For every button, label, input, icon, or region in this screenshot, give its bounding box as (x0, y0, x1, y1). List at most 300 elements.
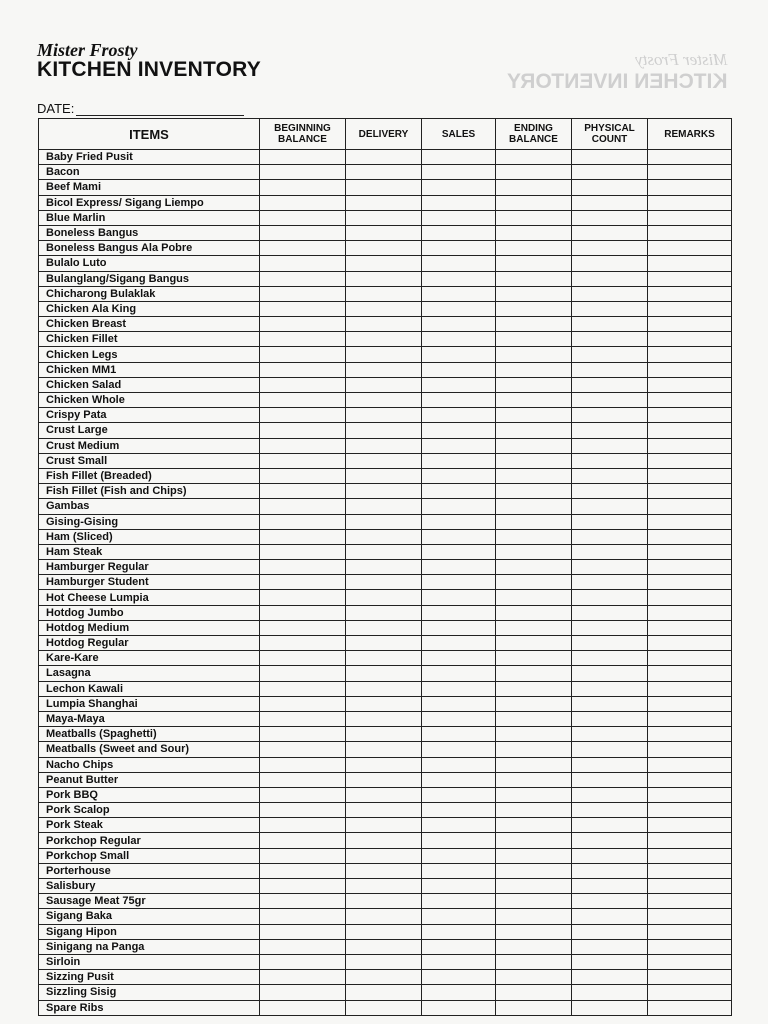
entry-cell[interactable] (648, 529, 732, 544)
entry-cell[interactable] (496, 954, 572, 969)
entry-cell[interactable] (572, 636, 648, 651)
entry-cell[interactable] (422, 225, 496, 240)
entry-cell[interactable] (346, 347, 422, 362)
entry-cell[interactable] (260, 362, 346, 377)
entry-cell[interactable] (496, 711, 572, 726)
entry-cell[interactable] (496, 453, 572, 468)
entry-cell[interactable] (572, 271, 648, 286)
entry-cell[interactable] (422, 909, 496, 924)
entry-cell[interactable] (648, 347, 732, 362)
entry-cell[interactable] (422, 879, 496, 894)
entry-cell[interactable] (648, 301, 732, 316)
entry-cell[interactable] (496, 833, 572, 848)
entry-cell[interactable] (422, 301, 496, 316)
entry-cell[interactable] (422, 742, 496, 757)
entry-cell[interactable] (572, 332, 648, 347)
entry-cell[interactable] (496, 605, 572, 620)
entry-cell[interactable] (346, 605, 422, 620)
entry-cell[interactable] (572, 1000, 648, 1015)
entry-cell[interactable] (496, 590, 572, 605)
entry-cell[interactable] (572, 605, 648, 620)
entry-cell[interactable] (572, 833, 648, 848)
entry-cell[interactable] (346, 317, 422, 332)
entry-cell[interactable] (346, 985, 422, 1000)
entry-cell[interactable] (572, 924, 648, 939)
entry-cell[interactable] (648, 225, 732, 240)
entry-cell[interactable] (260, 210, 346, 225)
entry-cell[interactable] (346, 620, 422, 635)
entry-cell[interactable] (572, 651, 648, 666)
entry-cell[interactable] (422, 362, 496, 377)
entry-cell[interactable] (648, 711, 732, 726)
entry-cell[interactable] (422, 954, 496, 969)
entry-cell[interactable] (496, 1000, 572, 1015)
entry-cell[interactable] (572, 484, 648, 499)
entry-cell[interactable] (422, 651, 496, 666)
date-field[interactable] (76, 104, 244, 116)
entry-cell[interactable] (260, 803, 346, 818)
entry-cell[interactable] (260, 529, 346, 544)
entry-cell[interactable] (572, 879, 648, 894)
entry-cell[interactable] (260, 165, 346, 180)
entry-cell[interactable] (422, 696, 496, 711)
entry-cell[interactable] (496, 696, 572, 711)
entry-cell[interactable] (496, 423, 572, 438)
entry-cell[interactable] (572, 803, 648, 818)
entry-cell[interactable] (422, 408, 496, 423)
entry-cell[interactable] (572, 347, 648, 362)
entry-cell[interactable] (260, 833, 346, 848)
entry-cell[interactable] (496, 286, 572, 301)
entry-cell[interactable] (496, 939, 572, 954)
entry-cell[interactable] (572, 241, 648, 256)
entry-cell[interactable] (572, 393, 648, 408)
entry-cell[interactable] (260, 666, 346, 681)
entry-cell[interactable] (260, 696, 346, 711)
entry-cell[interactable] (496, 742, 572, 757)
entry-cell[interactable] (346, 165, 422, 180)
entry-cell[interactable] (648, 499, 732, 514)
entry-cell[interactable] (260, 347, 346, 362)
entry-cell[interactable] (346, 301, 422, 316)
entry-cell[interactable] (346, 499, 422, 514)
entry-cell[interactable] (496, 317, 572, 332)
entry-cell[interactable] (648, 727, 732, 742)
entry-cell[interactable] (422, 195, 496, 210)
entry-cell[interactable] (422, 924, 496, 939)
entry-cell[interactable] (346, 711, 422, 726)
entry-cell[interactable] (422, 636, 496, 651)
entry-cell[interactable] (422, 863, 496, 878)
entry-cell[interactable] (346, 970, 422, 985)
entry-cell[interactable] (648, 317, 732, 332)
entry-cell[interactable] (648, 970, 732, 985)
entry-cell[interactable] (572, 985, 648, 1000)
entry-cell[interactable] (422, 560, 496, 575)
entry-cell[interactable] (572, 620, 648, 635)
entry-cell[interactable] (572, 286, 648, 301)
entry-cell[interactable] (260, 544, 346, 559)
entry-cell[interactable] (422, 818, 496, 833)
entry-cell[interactable] (422, 241, 496, 256)
entry-cell[interactable] (572, 711, 648, 726)
entry-cell[interactable] (346, 939, 422, 954)
entry-cell[interactable] (346, 803, 422, 818)
entry-cell[interactable] (648, 651, 732, 666)
entry-cell[interactable] (496, 818, 572, 833)
entry-cell[interactable] (346, 681, 422, 696)
entry-cell[interactable] (346, 1000, 422, 1015)
entry-cell[interactable] (648, 742, 732, 757)
entry-cell[interactable] (346, 210, 422, 225)
entry-cell[interactable] (260, 499, 346, 514)
entry-cell[interactable] (346, 241, 422, 256)
entry-cell[interactable] (260, 286, 346, 301)
entry-cell[interactable] (648, 514, 732, 529)
entry-cell[interactable] (346, 468, 422, 483)
entry-cell[interactable] (260, 787, 346, 802)
entry-cell[interactable] (648, 286, 732, 301)
entry-cell[interactable] (648, 362, 732, 377)
entry-cell[interactable] (346, 787, 422, 802)
entry-cell[interactable] (648, 590, 732, 605)
entry-cell[interactable] (572, 256, 648, 271)
entry-cell[interactable] (260, 772, 346, 787)
entry-cell[interactable] (496, 727, 572, 742)
entry-cell[interactable] (260, 317, 346, 332)
entry-cell[interactable] (346, 438, 422, 453)
entry-cell[interactable] (496, 332, 572, 347)
entry-cell[interactable] (260, 225, 346, 240)
entry-cell[interactable] (422, 453, 496, 468)
entry-cell[interactable] (260, 863, 346, 878)
entry-cell[interactable] (648, 924, 732, 939)
entry-cell[interactable] (260, 939, 346, 954)
entry-cell[interactable] (260, 560, 346, 575)
entry-cell[interactable] (496, 150, 572, 165)
entry-cell[interactable] (496, 544, 572, 559)
entry-cell[interactable] (572, 848, 648, 863)
entry-cell[interactable] (346, 256, 422, 271)
entry-cell[interactable] (496, 636, 572, 651)
entry-cell[interactable] (648, 484, 732, 499)
entry-cell[interactable] (422, 590, 496, 605)
entry-cell[interactable] (572, 423, 648, 438)
entry-cell[interactable] (648, 377, 732, 392)
entry-cell[interactable] (260, 150, 346, 165)
entry-cell[interactable] (572, 529, 648, 544)
entry-cell[interactable] (422, 180, 496, 195)
entry-cell[interactable] (260, 636, 346, 651)
entry-cell[interactable] (496, 484, 572, 499)
entry-cell[interactable] (496, 848, 572, 863)
entry-cell[interactable] (572, 939, 648, 954)
entry-cell[interactable] (422, 727, 496, 742)
entry-cell[interactable] (572, 954, 648, 969)
entry-cell[interactable] (496, 985, 572, 1000)
entry-cell[interactable] (260, 1000, 346, 1015)
entry-cell[interactable] (648, 636, 732, 651)
entry-cell[interactable] (648, 332, 732, 347)
entry-cell[interactable] (260, 180, 346, 195)
entry-cell[interactable] (648, 879, 732, 894)
entry-cell[interactable] (648, 544, 732, 559)
entry-cell[interactable] (496, 225, 572, 240)
entry-cell[interactable] (648, 438, 732, 453)
entry-cell[interactable] (422, 848, 496, 863)
entry-cell[interactable] (648, 210, 732, 225)
entry-cell[interactable] (422, 939, 496, 954)
entry-cell[interactable] (496, 863, 572, 878)
entry-cell[interactable] (648, 150, 732, 165)
entry-cell[interactable] (260, 301, 346, 316)
entry-cell[interactable] (496, 681, 572, 696)
entry-cell[interactable] (648, 453, 732, 468)
entry-cell[interactable] (496, 362, 572, 377)
entry-cell[interactable] (422, 423, 496, 438)
entry-cell[interactable] (572, 772, 648, 787)
entry-cell[interactable] (648, 985, 732, 1000)
entry-cell[interactable] (496, 165, 572, 180)
entry-cell[interactable] (496, 514, 572, 529)
entry-cell[interactable] (648, 620, 732, 635)
entry-cell[interactable] (260, 909, 346, 924)
entry-cell[interactable] (260, 954, 346, 969)
entry-cell[interactable] (496, 210, 572, 225)
entry-cell[interactable] (648, 894, 732, 909)
entry-cell[interactable] (346, 879, 422, 894)
entry-cell[interactable] (496, 575, 572, 590)
entry-cell[interactable] (648, 772, 732, 787)
entry-cell[interactable] (346, 742, 422, 757)
entry-cell[interactable] (422, 894, 496, 909)
entry-cell[interactable] (496, 408, 572, 423)
entry-cell[interactable] (346, 423, 422, 438)
entry-cell[interactable] (572, 150, 648, 165)
entry-cell[interactable] (260, 651, 346, 666)
entry-cell[interactable] (496, 651, 572, 666)
entry-cell[interactable] (496, 271, 572, 286)
entry-cell[interactable] (572, 377, 648, 392)
entry-cell[interactable] (260, 818, 346, 833)
entry-cell[interactable] (496, 301, 572, 316)
entry-cell[interactable] (422, 271, 496, 286)
entry-cell[interactable] (648, 393, 732, 408)
entry-cell[interactable] (260, 605, 346, 620)
entry-cell[interactable] (422, 377, 496, 392)
entry-cell[interactable] (260, 681, 346, 696)
entry-cell[interactable] (346, 560, 422, 575)
entry-cell[interactable] (572, 195, 648, 210)
entry-cell[interactable] (496, 879, 572, 894)
entry-cell[interactable] (496, 180, 572, 195)
entry-cell[interactable] (260, 195, 346, 210)
entry-cell[interactable] (496, 620, 572, 635)
entry-cell[interactable] (572, 225, 648, 240)
entry-cell[interactable] (346, 225, 422, 240)
entry-cell[interactable] (572, 681, 648, 696)
entry-cell[interactable] (496, 499, 572, 514)
entry-cell[interactable] (422, 150, 496, 165)
entry-cell[interactable] (346, 150, 422, 165)
entry-cell[interactable] (346, 696, 422, 711)
entry-cell[interactable] (422, 544, 496, 559)
entry-cell[interactable] (260, 894, 346, 909)
entry-cell[interactable] (422, 666, 496, 681)
entry-cell[interactable] (346, 954, 422, 969)
entry-cell[interactable] (648, 423, 732, 438)
entry-cell[interactable] (572, 575, 648, 590)
entry-cell[interactable] (346, 924, 422, 939)
entry-cell[interactable] (648, 165, 732, 180)
entry-cell[interactable] (346, 666, 422, 681)
entry-cell[interactable] (648, 195, 732, 210)
entry-cell[interactable] (496, 347, 572, 362)
entry-cell[interactable] (422, 347, 496, 362)
entry-cell[interactable] (572, 453, 648, 468)
entry-cell[interactable] (346, 377, 422, 392)
entry-cell[interactable] (260, 985, 346, 1000)
entry-cell[interactable] (260, 423, 346, 438)
entry-cell[interactable] (346, 772, 422, 787)
entry-cell[interactable] (260, 514, 346, 529)
entry-cell[interactable] (260, 575, 346, 590)
entry-cell[interactable] (260, 620, 346, 635)
entry-cell[interactable] (346, 271, 422, 286)
entry-cell[interactable] (346, 453, 422, 468)
entry-cell[interactable] (422, 484, 496, 499)
entry-cell[interactable] (346, 362, 422, 377)
entry-cell[interactable] (346, 909, 422, 924)
entry-cell[interactable] (260, 742, 346, 757)
entry-cell[interactable] (422, 803, 496, 818)
entry-cell[interactable] (346, 833, 422, 848)
entry-cell[interactable] (496, 468, 572, 483)
entry-cell[interactable] (648, 560, 732, 575)
entry-cell[interactable] (572, 408, 648, 423)
entry-cell[interactable] (496, 393, 572, 408)
entry-cell[interactable] (496, 529, 572, 544)
entry-cell[interactable] (648, 833, 732, 848)
entry-cell[interactable] (648, 180, 732, 195)
entry-cell[interactable] (346, 408, 422, 423)
entry-cell[interactable] (648, 909, 732, 924)
entry-cell[interactable] (496, 803, 572, 818)
entry-cell[interactable] (346, 757, 422, 772)
entry-cell[interactable] (422, 499, 496, 514)
entry-cell[interactable] (496, 924, 572, 939)
entry-cell[interactable] (648, 468, 732, 483)
entry-cell[interactable] (572, 165, 648, 180)
entry-cell[interactable] (572, 301, 648, 316)
entry-cell[interactable] (572, 438, 648, 453)
entry-cell[interactable] (346, 727, 422, 742)
entry-cell[interactable] (648, 605, 732, 620)
entry-cell[interactable] (496, 438, 572, 453)
entry-cell[interactable] (260, 438, 346, 453)
entry-cell[interactable] (648, 803, 732, 818)
entry-cell[interactable] (572, 180, 648, 195)
entry-cell[interactable] (260, 727, 346, 742)
entry-cell[interactable] (422, 833, 496, 848)
entry-cell[interactable] (422, 757, 496, 772)
entry-cell[interactable] (346, 894, 422, 909)
entry-cell[interactable] (648, 787, 732, 802)
entry-cell[interactable] (496, 970, 572, 985)
entry-cell[interactable] (260, 241, 346, 256)
entry-cell[interactable] (260, 468, 346, 483)
entry-cell[interactable] (572, 727, 648, 742)
entry-cell[interactable] (346, 286, 422, 301)
entry-cell[interactable] (572, 362, 648, 377)
entry-cell[interactable] (422, 529, 496, 544)
entry-cell[interactable] (572, 560, 648, 575)
entry-cell[interactable] (648, 939, 732, 954)
entry-cell[interactable] (648, 696, 732, 711)
entry-cell[interactable] (422, 165, 496, 180)
entry-cell[interactable] (346, 636, 422, 651)
entry-cell[interactable] (346, 544, 422, 559)
entry-cell[interactable] (422, 256, 496, 271)
entry-cell[interactable] (496, 909, 572, 924)
entry-cell[interactable] (496, 560, 572, 575)
entry-cell[interactable] (422, 620, 496, 635)
entry-cell[interactable] (260, 332, 346, 347)
entry-cell[interactable] (572, 970, 648, 985)
entry-cell[interactable] (648, 681, 732, 696)
entry-cell[interactable] (260, 924, 346, 939)
entry-cell[interactable] (422, 772, 496, 787)
entry-cell[interactable] (648, 954, 732, 969)
entry-cell[interactable] (572, 909, 648, 924)
entry-cell[interactable] (648, 757, 732, 772)
entry-cell[interactable] (422, 575, 496, 590)
entry-cell[interactable] (260, 848, 346, 863)
entry-cell[interactable] (496, 787, 572, 802)
entry-cell[interactable] (496, 772, 572, 787)
entry-cell[interactable] (572, 787, 648, 802)
entry-cell[interactable] (496, 757, 572, 772)
entry-cell[interactable] (346, 863, 422, 878)
entry-cell[interactable] (648, 818, 732, 833)
entry-cell[interactable] (572, 696, 648, 711)
entry-cell[interactable] (346, 514, 422, 529)
entry-cell[interactable] (572, 317, 648, 332)
entry-cell[interactable] (572, 499, 648, 514)
entry-cell[interactable] (260, 970, 346, 985)
entry-cell[interactable] (572, 742, 648, 757)
entry-cell[interactable] (572, 757, 648, 772)
entry-cell[interactable] (260, 408, 346, 423)
entry-cell[interactable] (572, 863, 648, 878)
entry-cell[interactable] (496, 195, 572, 210)
entry-cell[interactable] (422, 1000, 496, 1015)
entry-cell[interactable] (648, 848, 732, 863)
entry-cell[interactable] (346, 180, 422, 195)
entry-cell[interactable] (648, 575, 732, 590)
entry-cell[interactable] (422, 681, 496, 696)
entry-cell[interactable] (422, 393, 496, 408)
entry-cell[interactable] (422, 514, 496, 529)
entry-cell[interactable] (648, 408, 732, 423)
entry-cell[interactable] (422, 970, 496, 985)
entry-cell[interactable] (648, 863, 732, 878)
entry-cell[interactable] (260, 453, 346, 468)
entry-cell[interactable] (422, 605, 496, 620)
entry-cell[interactable] (260, 271, 346, 286)
entry-cell[interactable] (496, 666, 572, 681)
entry-cell[interactable] (260, 757, 346, 772)
